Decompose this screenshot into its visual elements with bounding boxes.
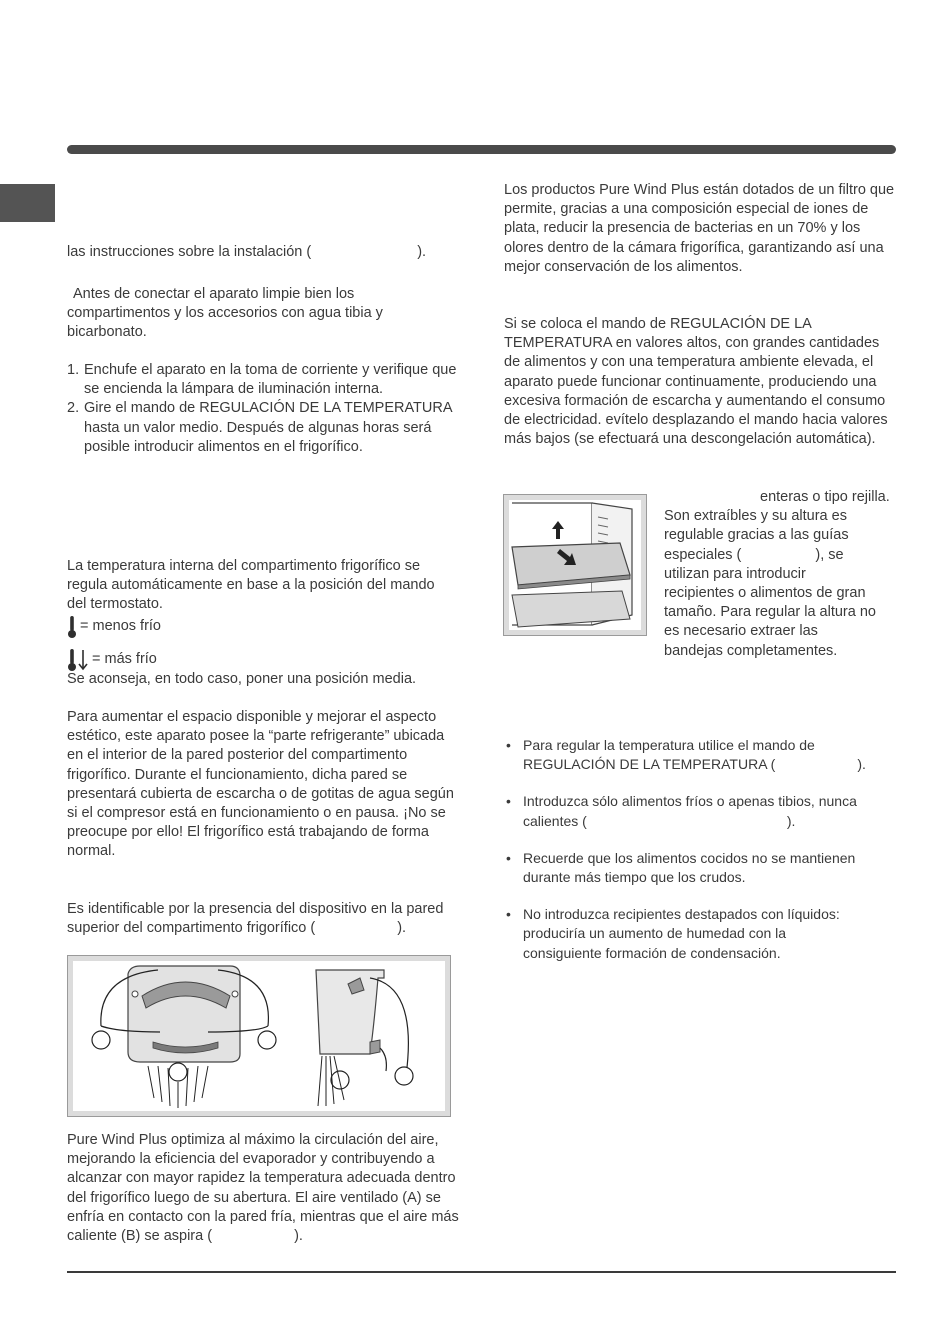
tips-list bbox=[506, 736, 898, 963]
shelves-paragraph: enteras o tipo rejilla. Son extraíbles y su altura es regulable gracias a las guías especiales ( ), se utilizan para introducir recipientes o alimentos de gran tamaño. Para regular la altura no es necesario extraer las bandejas completamentes. bbox=[664, 489, 890, 659]
list-item: • Para regular la temperatura utilice el mando de REGULACIÓN DE LA TEMPERATURA ( ). bbox=[506, 737, 866, 773]
thermostat-legend bbox=[67, 615, 452, 672]
list-item: 2. Gire el mando de REGULACIÓN DE LA TEMPERATURA hasta un valor medio. Después de algunas horas será posible introducir alimentos en el frigorífico. bbox=[67, 400, 452, 455]
shelf-illustration bbox=[504, 495, 646, 635]
shelf-figure bbox=[503, 494, 647, 636]
thermometer-down-icon bbox=[67, 648, 89, 672]
startup-steps bbox=[67, 361, 457, 457]
list-item: • Introduzca sólo alimentos fríos o apenas tibios, nunca calientes ( ). bbox=[506, 793, 857, 829]
header-rule bbox=[67, 145, 896, 154]
list-item: • No introduzca recipientes destapados con líquidos: produciría un aumento de humedad con la consiguiente formación de condensación. bbox=[506, 906, 840, 961]
footer-rule bbox=[67, 1271, 896, 1273]
frost-paragraph: Si se coloca el mando de REGULACIÓN DE LA TEMPERATURA en valores altos, con grandes cantidades de alimentos y con una temperatura ambiente elevada, el aparato puede funcionar continuamente, produciendo una excesiva formación de escarcha y aumentando el consumo de electricidad. evítelo desplazando el mando hacia valores más bajos (se efectuará una descongelación automática). bbox=[504, 316, 888, 448]
list-item: • Recuerde que los alimentos cocidos no se mantienen durante más tiempo que los crudos. bbox=[506, 849, 856, 886]
airflow-figure bbox=[67, 955, 451, 1117]
identify-paragraph: Es identificable por la presencia del dispositivo en la pared superior del compartimento frigorífico ( ). bbox=[67, 901, 444, 937]
cooling-wall-paragraph: Para aumentar el espacio disponible y mejorar el aspecto estético, este aparato posee la “parte refrigerante” ubicada en el interior de la pared posterior del compartimento frigorífico. Durante el funcionamiento, dicha pared se presentará cubierta de escarcha o de gotitas de agua según si el compresor está en funcionamiento o en pausa. ¡No se preocupe por ello! El frigorífico está trabajando de forma normal. bbox=[67, 709, 454, 860]
advice-line: Se aconseja, en todo caso, poner una posición media. bbox=[67, 671, 417, 687]
thermometer-icon bbox=[67, 615, 77, 639]
clean-paragraph: Antes de conectar el aparato limpie bien los compartimentos y los accesorios con agua tibia y bicarbonato. bbox=[67, 286, 383, 341]
legend-more-cold: = más frío bbox=[67, 648, 452, 672]
filter-paragraph: Los productos Pure Wind Plus están dotados de un filtro que permite, gracias a una composición especial de iones de plata, reducir la presencia de bacterias en un 70% y los olores dentro de la cámara frigorífica, garantizando así una mejor conservación de los alimentos. bbox=[504, 182, 895, 275]
airflow-paragraph: Pure Wind Plus optimiza al máximo la circulación del aire, mejorando la eficiencia del evaporador y contribuyendo a alcanzar con mayor rapidez la temperatura adecuada dentro del frigorífico luego de su abertura. El aire ventilado (A) se enfría en contacto con la pared fría, mientras que el aire más caliente (B) se aspira ( ). bbox=[67, 1132, 459, 1245]
airflow-illustration bbox=[68, 956, 450, 1116]
list-item: 1. Enchufe el aparato en la toma de corriente y verifique que se encienda la lámpara de iluminación interna. bbox=[67, 362, 457, 398]
install-reference: las instrucciones sobre la instalación ( ). bbox=[67, 244, 427, 260]
temperature-paragraph: La temperatura interna del compartimento frigorífico se regula automáticamente en base a la posición del mando del termostato. bbox=[67, 558, 435, 613]
language-tab bbox=[0, 184, 55, 222]
legend-less-cold: = menos frío bbox=[67, 615, 452, 639]
